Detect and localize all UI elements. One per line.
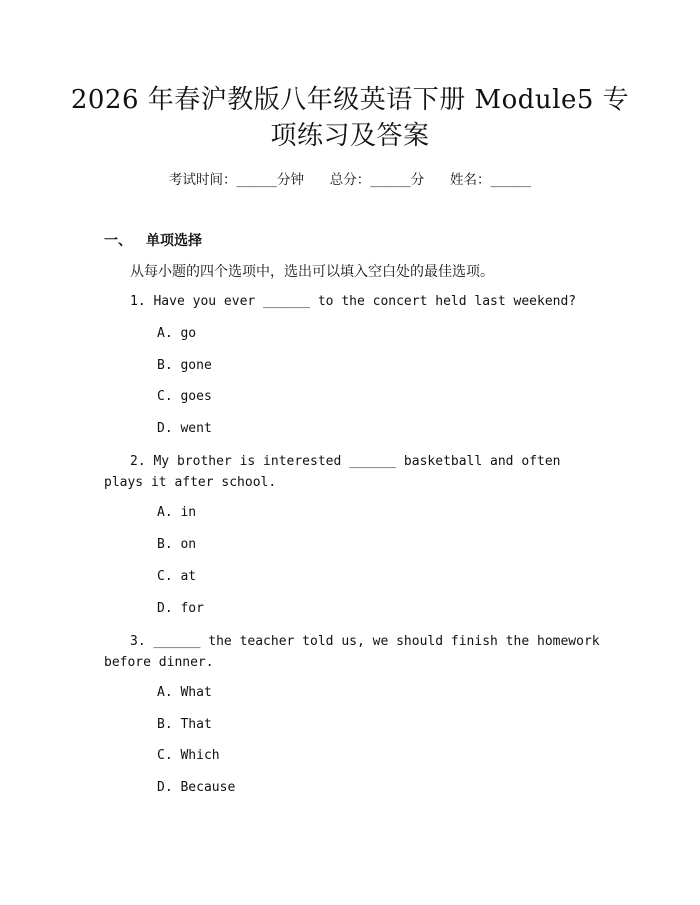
option-b: B. gone: [157, 358, 212, 373]
option-c: C. Which: [157, 748, 220, 763]
question-text: 2. My brother is interested ______ basketball and often plays it after school.: [104, 454, 561, 490]
section-instruction: 从每小题的四个选项中，选出可以填入空白处的最佳选项。: [130, 264, 494, 280]
question-text: 3. ______ the teacher told us, we should finish the homework before dinner.: [104, 634, 600, 670]
section-heading: [104, 230, 202, 250]
question-2: [104, 451, 600, 493]
exam-info: 考试时间：______分钟 总分：______分 姓名：______: [169, 172, 531, 188]
option-b: B. That: [157, 717, 212, 732]
option-c: C. goes: [157, 389, 212, 404]
option-c: C. at: [157, 569, 197, 584]
option-b: B. on: [157, 537, 197, 552]
section-name: 单项选择: [146, 233, 202, 249]
question-text: 1. Have you ever ______ to the concert held last weekend?: [130, 294, 577, 309]
option-d: D. went: [157, 421, 212, 436]
question-1: [104, 291, 600, 312]
option-d: D. for: [157, 601, 204, 616]
section-number: 一、: [104, 233, 132, 249]
option-a: A. in: [157, 505, 197, 520]
question-3: [104, 631, 600, 673]
document-title-line-1: 2026 年春沪教版八年级英语下册 Module5 专: [70, 85, 630, 115]
option-d: D. Because: [157, 780, 236, 795]
option-a: A. go: [157, 326, 197, 341]
option-a: A. What: [157, 685, 212, 700]
document-title-line-2: 项练习及答案: [270, 121, 430, 151]
